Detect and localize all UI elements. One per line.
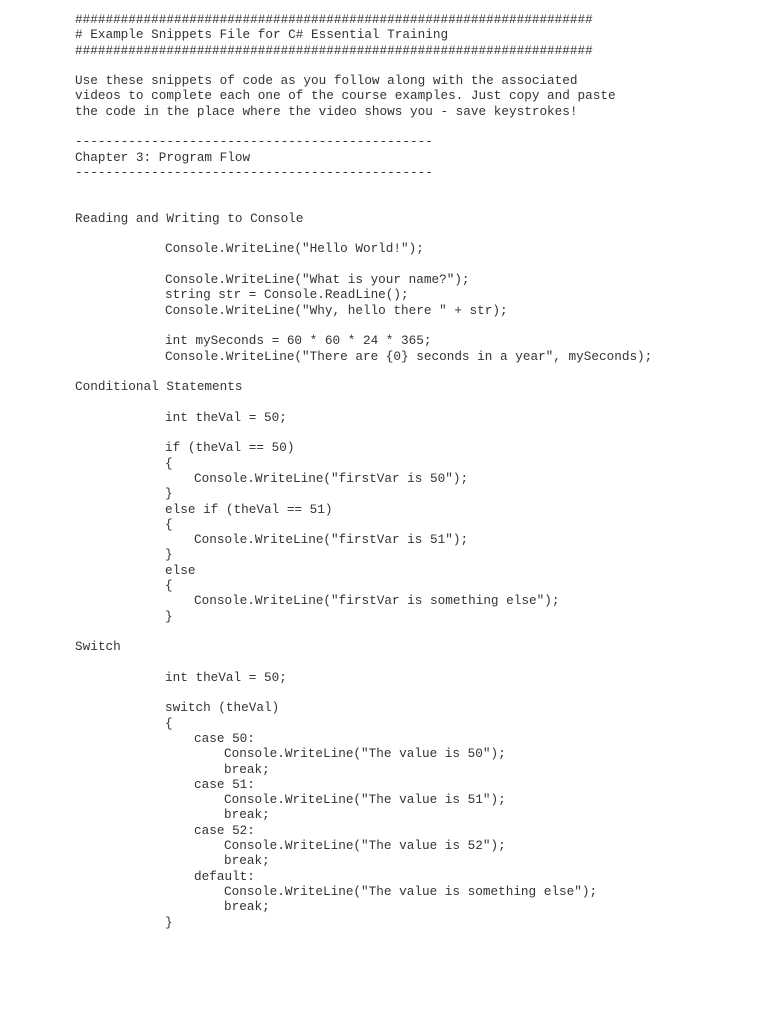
code-line: int theVal = 50; (165, 669, 287, 685)
header-hashes-bottom: #################################################################### (75, 42, 593, 58)
spacer (75, 685, 755, 700)
code-line: break; (224, 761, 270, 777)
intro-line-1: Use these snippets of code as you follow along with the associated (75, 73, 578, 89)
document-title: # Example Snippets File for C# Essential Training (75, 27, 449, 43)
code-line: Console.WriteLine("Hello World!"); (165, 241, 424, 257)
code-line: if (theVal == 50) (165, 440, 295, 456)
code-line: Console.WriteLine("The value is 51"); (224, 792, 506, 808)
spacer (75, 119, 755, 134)
chapter-title: Chapter 3: Program Flow (75, 149, 251, 165)
code-line: } (165, 547, 173, 563)
code-line: { (165, 715, 173, 731)
spacer (75, 226, 755, 241)
spacer (75, 624, 755, 639)
code-line: Console.WriteLine("Why, hello there " + str); (165, 302, 508, 318)
code-line: } (165, 914, 173, 930)
code-line: Console.WriteLine("firstVar is 51"); (194, 532, 469, 548)
section-title-conditional: Conditional Statements (75, 379, 243, 395)
code-line: { (165, 455, 173, 471)
code-line: default: (194, 868, 255, 884)
spacer (75, 394, 755, 409)
spacer (75, 58, 755, 73)
code-line: Console.WriteLine("There are {0} seconds in a year", mySeconds); (165, 348, 653, 364)
code-line: break; (224, 853, 270, 869)
code-line: Console.WriteLine("The value is 52"); (224, 838, 506, 854)
code-line: break; (224, 807, 270, 823)
code-line: { (165, 577, 173, 593)
code-line: } (165, 608, 173, 624)
code-line: int theVal = 50; (165, 409, 287, 425)
section-title-switch: Switch (75, 639, 121, 655)
code-line: int mySeconds = 60 * 60 * 24 * 365; (165, 333, 432, 349)
code-line: string str = Console.ReadLine(); (165, 287, 409, 303)
code-line: case 50: (194, 730, 255, 746)
spacer (75, 196, 755, 211)
document-page (75, 12, 755, 930)
code-line: else if (theVal == 51) (165, 501, 333, 517)
code-line: } (165, 486, 173, 502)
code-line: break; (224, 899, 270, 915)
code-line: else (165, 562, 196, 578)
code-line: case 52: (194, 822, 255, 838)
intro-line-2: videos to complete each one of the course examples. Just copy and paste (75, 88, 616, 104)
spacer (75, 180, 755, 195)
section-title-console: Reading and Writing to Console (75, 210, 304, 226)
chapter-rule-top: ----------------------------------------------- (75, 134, 433, 150)
chapter-rule-bottom: ----------------------------------------------- (75, 164, 433, 180)
code-line: Console.WriteLine("firstVar is something else"); (194, 593, 560, 609)
code-line: Console.WriteLine("firstVar is 50"); (194, 470, 469, 486)
code-line: { (165, 516, 173, 532)
code-line: Console.WriteLine("The value is something else"); (224, 883, 598, 899)
spacer (75, 425, 755, 440)
spacer (75, 654, 755, 669)
code-line: switch (theVal) (165, 700, 280, 716)
code-line: Console.WriteLine("What is your name?"); (165, 272, 470, 288)
spacer (75, 318, 755, 333)
spacer (75, 364, 755, 379)
intro-line-3: the code in the place where the video shows you - save keystrokes! (75, 103, 578, 119)
spacer (75, 257, 755, 272)
header-hashes-top: #################################################################### (75, 12, 593, 27)
code-line: case 51: (194, 776, 255, 792)
code-line: Console.WriteLine("The value is 50"); (224, 746, 506, 762)
